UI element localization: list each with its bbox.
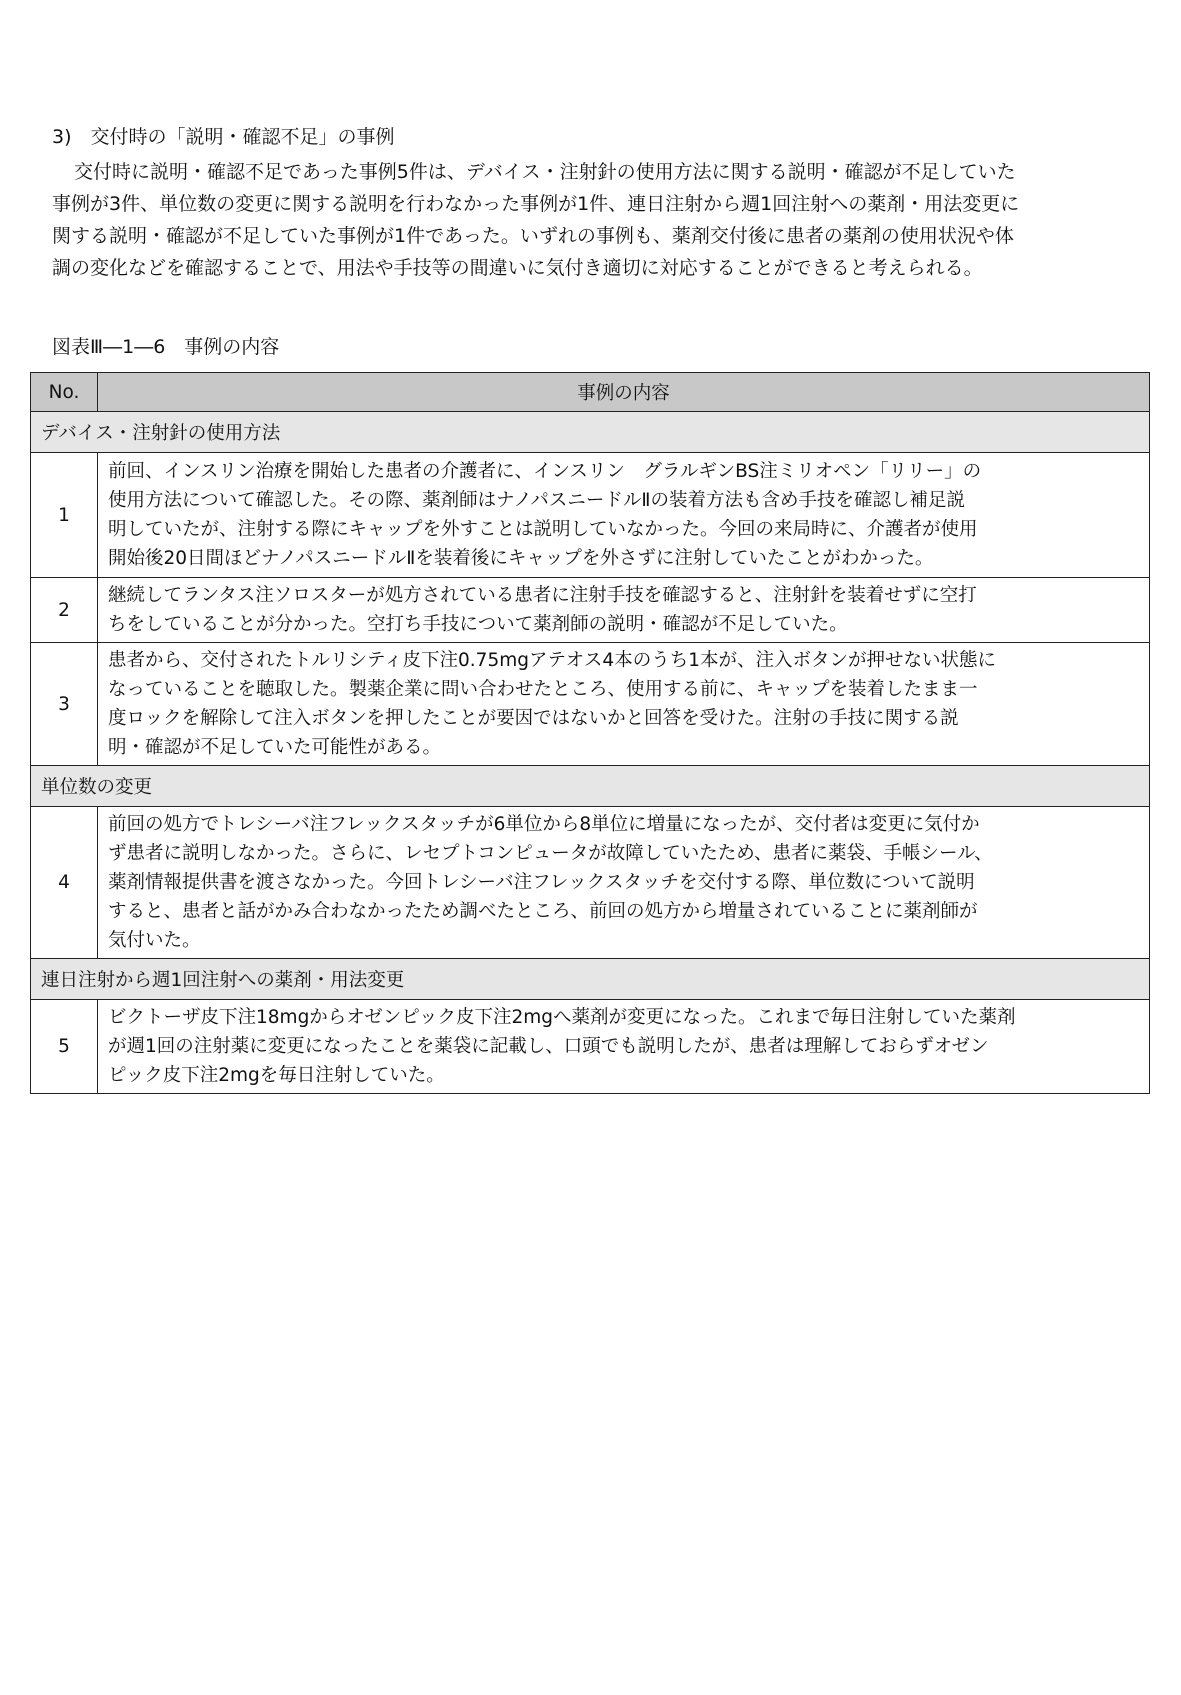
case-content-line: なっていることを聴取した。製薬企業に問い合わせたところ、使用する前に、キャップを装着したまま一 <box>108 679 978 700</box>
case-content-line: 前回、インスリン治療を開始した患者の介護者に、インスリン グラルギンBS注ミリオペン「リリー」の <box>108 461 982 482</box>
case-content-line: が週1回の注射薬に変更になったことを薬袋に記載し、口頭でも説明したが、患者は理解しておらずオゼン <box>108 1036 989 1057</box>
case-content-line: すると、患者と話がかみ合わなかったため調べたところ、前回の処方から増量されていることに薬剤師が <box>108 901 978 922</box>
case-content <box>98 807 1150 959</box>
cases-table <box>30 372 1150 1094</box>
section-paragraph <box>52 156 1162 284</box>
table-row <box>31 578 1150 643</box>
case-content-line: 気付いた。 <box>108 930 201 951</box>
case-content-line: ちをしていることが分かった。空打ち手技について薬剤師の説明・確認が不足していた。 <box>108 614 848 635</box>
paragraph-line: 調の変化などを確認することで、用法や手技等の間違いに気付き適切に対応することができると考えられる。 <box>52 257 983 279</box>
category-label: 単位数の変更 <box>31 766 1150 807</box>
category-label: デバイス・注射針の使用方法 <box>31 412 1150 453</box>
case-content-line: 開始後20日間ほどナノパスニードルⅡを装着後にキャップを外さずに注射していたことがわかった。 <box>108 548 934 569</box>
table-row <box>31 453 1150 578</box>
table-row <box>31 807 1150 959</box>
case-content-line: 明していたが、注射する際にキャップを外すことは説明していなかった。今回の来局時に、介護者が使用 <box>108 519 978 540</box>
case-content <box>98 578 1150 643</box>
case-number: 5 <box>31 1000 98 1094</box>
case-content-line: 前回の処方でトレシーバ注フレックスタッチが6単位から8単位に増量になったが、交付者は変更に気付か <box>108 814 980 835</box>
paragraph-line: 事例が3件、単位数の変更に関する説明を行わなかった事例が1件、連日注射から週1回注射への薬剤・用法変更に <box>52 193 1020 215</box>
category-row <box>31 959 1150 1000</box>
case-content-line: 薬剤情報提供書を渡さなかった。今回トレシーバ注フレックスタッチを交付する際、単位数について説明 <box>108 872 975 893</box>
table-header-row <box>31 373 1150 412</box>
case-content <box>98 643 1150 766</box>
case-number: 3 <box>31 643 98 766</box>
case-content-line: 使用方法について確認した。その際、薬剤師はナノパスニードルⅡの装着方法も含め手技を確認し補足説 <box>108 490 965 511</box>
case-content-line: 患者から、交付されたトルリシティ皮下注0.75mgアテオス4本のうち1本が、注入ボタンが押せない状態に <box>108 650 996 671</box>
case-content-line: 度ロックを解除して注入ボタンを押したことが要因ではないかと回答を受けた。注射の手技に関する説 <box>108 708 959 729</box>
case-content-line: 明・確認が不足していた可能性がある。 <box>108 737 442 758</box>
case-content-line: ず患者に説明しなかった。さらに、レセプトコンピュータが故障していたため、患者に薬袋、手帳シール、 <box>108 843 993 864</box>
figure-caption: 図表Ⅲ―1―6 事例の内容 <box>52 336 280 358</box>
category-label: 連日注射から週1回注射への薬剤・用法変更 <box>31 959 1150 1000</box>
header-content: 事例の内容 <box>98 373 1150 412</box>
case-number: 2 <box>31 578 98 643</box>
case-number: 4 <box>31 807 98 959</box>
paragraph-line: 交付時に説明・確認不足であった事例5件は、デバイス・注射針の使用方法に関する説明・確認が不足していた <box>74 161 1016 183</box>
table-row <box>31 1000 1150 1094</box>
paragraph-line: 関する説明・確認が不足していた事例が1件であった。いずれの事例も、薬剤交付後に患者の薬剤の使用状況や体 <box>52 225 1014 247</box>
case-content <box>98 1000 1150 1094</box>
category-row <box>31 412 1150 453</box>
category-row <box>31 766 1150 807</box>
header-no: No. <box>31 373 98 412</box>
section-heading: 3) 交付時の「説明・確認不足」の事例 <box>52 126 395 148</box>
table-row <box>31 643 1150 766</box>
case-content <box>98 453 1150 578</box>
case-content-line: 継続してランタス注ソロスターが処方されている患者に注射手技を確認すると、注射針を装着せずに空打 <box>108 585 977 606</box>
case-content-line: ピック皮下注2mgを毎日注射していた。 <box>108 1065 445 1086</box>
case-number: 1 <box>31 453 98 578</box>
case-content-line: ビクトーザ皮下注18mgからオゼンピック皮下注2mgへ薬剤が変更になった。これまで毎日注射していた薬剤 <box>108 1007 1016 1028</box>
